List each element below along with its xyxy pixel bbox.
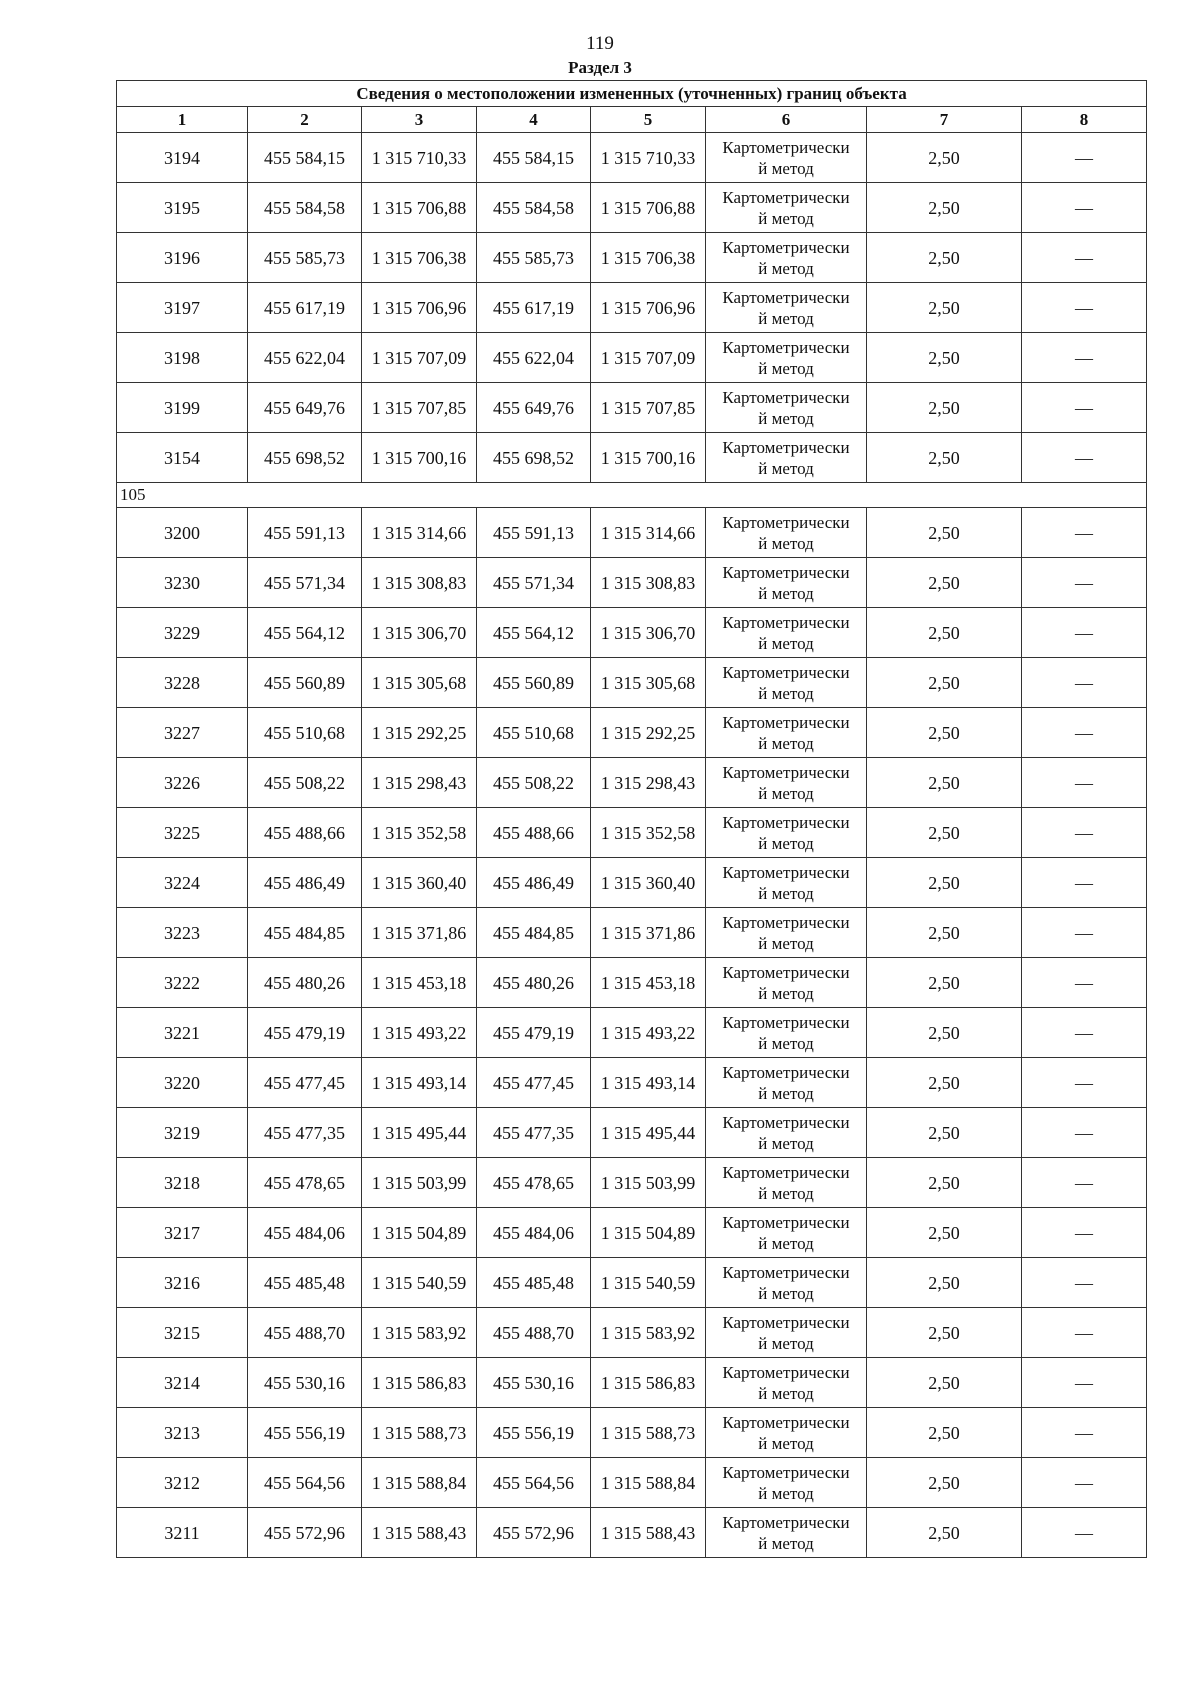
empty-cell: —	[1022, 1058, 1147, 1108]
table-caption-row	[117, 81, 1147, 107]
empty-cell: —	[1022, 958, 1147, 1008]
method-cell: Картометрически й метод	[706, 558, 867, 608]
x-existing-cell: 455 591,13	[248, 508, 362, 558]
y-new-cell: 1 315 503,99	[591, 1158, 706, 1208]
method-cell: Картометрически й метод	[706, 1358, 867, 1408]
method-cell: Картометрически й метод	[706, 1058, 867, 1108]
y-new-cell: 1 315 540,59	[591, 1258, 706, 1308]
method-cell: Картометрически й метод	[706, 1308, 867, 1358]
y-existing-cell: 1 315 308,83	[362, 558, 477, 608]
x-new-cell: 455 564,56	[477, 1458, 591, 1508]
method-cell: Картометрически й метод	[706, 508, 867, 558]
x-new-cell: 455 556,19	[477, 1408, 591, 1458]
empty-cell: —	[1022, 1258, 1147, 1308]
y-new-cell: 1 315 308,83	[591, 558, 706, 608]
y-new-cell: 1 315 706,38	[591, 233, 706, 283]
column-header-row	[117, 107, 1147, 133]
y-existing-cell: 1 315 540,59	[362, 1258, 477, 1308]
x-new-cell: 455 622,04	[477, 333, 591, 383]
empty-cell: —	[1022, 1108, 1147, 1158]
empty-cell: —	[1022, 1208, 1147, 1258]
point-number-cell: 3230	[117, 558, 248, 608]
x-new-cell: 455 478,65	[477, 1158, 591, 1208]
table-row	[117, 1508, 1147, 1558]
x-existing-cell: 455 571,34	[248, 558, 362, 608]
point-number-cell: 3196	[117, 233, 248, 283]
point-number-cell: 3218	[117, 1158, 248, 1208]
y-existing-cell: 1 315 495,44	[362, 1108, 477, 1158]
method-cell: Картометрически й метод	[706, 1458, 867, 1508]
x-new-cell: 455 486,49	[477, 858, 591, 908]
point-number-cell: 3216	[117, 1258, 248, 1308]
table-row	[117, 333, 1147, 383]
accuracy-cell: 2,50	[867, 233, 1022, 283]
x-existing-cell: 455 584,15	[248, 133, 362, 183]
empty-cell: —	[1022, 1508, 1147, 1558]
x-new-cell: 455 585,73	[477, 233, 591, 283]
accuracy-cell: 2,50	[867, 1058, 1022, 1108]
table-row	[117, 808, 1147, 858]
y-existing-cell: 1 315 306,70	[362, 608, 477, 658]
point-number-cell: 3223	[117, 908, 248, 958]
accuracy-cell: 2,50	[867, 758, 1022, 808]
method-cell: Картометрически й метод	[706, 958, 867, 1008]
method-cell: Картометрически й метод	[706, 658, 867, 708]
x-new-cell: 455 617,19	[477, 283, 591, 333]
empty-cell: —	[1022, 808, 1147, 858]
column-header: 4	[477, 107, 591, 133]
y-new-cell: 1 315 588,43	[591, 1508, 706, 1558]
group-label: 105	[117, 483, 1147, 508]
y-new-cell: 1 315 314,66	[591, 508, 706, 558]
point-number-cell: 3227	[117, 708, 248, 758]
table-row	[117, 433, 1147, 483]
y-new-cell: 1 315 360,40	[591, 858, 706, 908]
accuracy-cell: 2,50	[867, 383, 1022, 433]
method-cell: Картометрически й метод	[706, 1508, 867, 1558]
method-cell: Картометрически й метод	[706, 708, 867, 758]
y-existing-cell: 1 315 305,68	[362, 658, 477, 708]
x-existing-cell: 455 485,48	[248, 1258, 362, 1308]
point-number-cell: 3199	[117, 383, 248, 433]
empty-cell: —	[1022, 1458, 1147, 1508]
y-new-cell: 1 315 305,68	[591, 658, 706, 708]
x-existing-cell: 455 617,19	[248, 283, 362, 333]
table-row	[117, 508, 1147, 558]
page-number: 119	[586, 33, 614, 54]
empty-cell: —	[1022, 1008, 1147, 1058]
x-existing-cell: 455 649,76	[248, 383, 362, 433]
x-new-cell: 455 584,58	[477, 183, 591, 233]
x-existing-cell: 455 484,85	[248, 908, 362, 958]
table-row	[117, 183, 1147, 233]
point-number-cell: 3211	[117, 1508, 248, 1558]
y-existing-cell: 1 315 298,43	[362, 758, 477, 808]
accuracy-cell: 2,50	[867, 1408, 1022, 1458]
y-existing-cell: 1 315 706,96	[362, 283, 477, 333]
point-number-cell: 3194	[117, 133, 248, 183]
y-new-cell: 1 315 453,18	[591, 958, 706, 1008]
accuracy-cell: 2,50	[867, 558, 1022, 608]
method-cell: Картометрически й метод	[706, 608, 867, 658]
y-existing-cell: 1 315 292,25	[362, 708, 477, 758]
method-cell: Картометрически й метод	[706, 1108, 867, 1158]
table-row	[117, 1208, 1147, 1258]
accuracy-cell: 2,50	[867, 908, 1022, 958]
point-number-cell: 3226	[117, 758, 248, 808]
x-existing-cell: 455 585,73	[248, 233, 362, 283]
y-existing-cell: 1 315 706,88	[362, 183, 477, 233]
y-new-cell: 1 315 298,43	[591, 758, 706, 808]
empty-cell: —	[1022, 233, 1147, 283]
empty-cell: —	[1022, 433, 1147, 483]
table-row	[117, 1408, 1147, 1458]
x-new-cell: 455 510,68	[477, 708, 591, 758]
point-number-cell: 3215	[117, 1308, 248, 1358]
y-new-cell: 1 315 707,85	[591, 383, 706, 433]
x-existing-cell: 455 564,56	[248, 1458, 362, 1508]
accuracy-cell: 2,50	[867, 333, 1022, 383]
y-new-cell: 1 315 700,16	[591, 433, 706, 483]
y-existing-cell: 1 315 707,85	[362, 383, 477, 433]
point-number-cell: 3221	[117, 1008, 248, 1058]
accuracy-cell: 2,50	[867, 708, 1022, 758]
point-number-cell: 3197	[117, 283, 248, 333]
method-cell: Картометрически й метод	[706, 233, 867, 283]
x-existing-cell: 455 478,65	[248, 1158, 362, 1208]
y-existing-cell: 1 315 493,14	[362, 1058, 477, 1108]
y-new-cell: 1 315 504,89	[591, 1208, 706, 1258]
y-existing-cell: 1 315 588,73	[362, 1408, 477, 1458]
x-existing-cell: 455 477,35	[248, 1108, 362, 1158]
x-existing-cell: 455 698,52	[248, 433, 362, 483]
y-existing-cell: 1 315 700,16	[362, 433, 477, 483]
x-new-cell: 455 591,13	[477, 508, 591, 558]
point-number-cell: 3214	[117, 1358, 248, 1408]
y-new-cell: 1 315 493,22	[591, 1008, 706, 1058]
point-number-cell: 3154	[117, 433, 248, 483]
accuracy-cell: 2,50	[867, 858, 1022, 908]
method-cell: Картометрически й метод	[706, 383, 867, 433]
column-header: 3	[362, 107, 477, 133]
accuracy-cell: 2,50	[867, 1258, 1022, 1308]
table-row	[117, 1308, 1147, 1358]
x-new-cell: 455 477,35	[477, 1108, 591, 1158]
accuracy-cell: 2,50	[867, 958, 1022, 1008]
point-number-cell: 3195	[117, 183, 248, 233]
table-row	[117, 658, 1147, 708]
column-header: 1	[117, 107, 248, 133]
point-number-cell: 3224	[117, 858, 248, 908]
table-row	[117, 908, 1147, 958]
point-number-cell: 3200	[117, 508, 248, 558]
point-number-cell: 3229	[117, 608, 248, 658]
y-existing-cell: 1 315 706,38	[362, 233, 477, 283]
x-existing-cell: 455 480,26	[248, 958, 362, 1008]
empty-cell: —	[1022, 1158, 1147, 1208]
x-new-cell: 455 698,52	[477, 433, 591, 483]
point-number-cell: 3213	[117, 1408, 248, 1458]
x-existing-cell: 455 488,66	[248, 808, 362, 858]
y-existing-cell: 1 315 707,09	[362, 333, 477, 383]
y-existing-cell: 1 315 588,84	[362, 1458, 477, 1508]
y-existing-cell: 1 315 352,58	[362, 808, 477, 858]
y-new-cell: 1 315 306,70	[591, 608, 706, 658]
accuracy-cell: 2,50	[867, 1158, 1022, 1208]
empty-cell: —	[1022, 758, 1147, 808]
x-existing-cell: 455 510,68	[248, 708, 362, 758]
coordinates-table	[116, 80, 1147, 1558]
column-header: 7	[867, 107, 1022, 133]
empty-cell: —	[1022, 383, 1147, 433]
empty-cell: —	[1022, 1358, 1147, 1408]
accuracy-cell: 2,50	[867, 1208, 1022, 1258]
y-new-cell: 1 315 588,84	[591, 1458, 706, 1508]
empty-cell: —	[1022, 708, 1147, 758]
x-existing-cell: 455 622,04	[248, 333, 362, 383]
x-existing-cell: 455 530,16	[248, 1358, 362, 1408]
empty-cell: —	[1022, 333, 1147, 383]
x-existing-cell: 455 564,12	[248, 608, 362, 658]
y-new-cell: 1 315 371,86	[591, 908, 706, 958]
empty-cell: —	[1022, 658, 1147, 708]
empty-cell: —	[1022, 1308, 1147, 1358]
table-row	[117, 1108, 1147, 1158]
method-cell: Картометрически й метод	[706, 758, 867, 808]
method-cell: Картометрически й метод	[706, 1158, 867, 1208]
table-row	[117, 1258, 1147, 1308]
x-new-cell: 455 484,85	[477, 908, 591, 958]
empty-cell: —	[1022, 1408, 1147, 1458]
y-existing-cell: 1 315 588,43	[362, 1508, 477, 1558]
section-title: Раздел 3	[568, 58, 632, 77]
x-new-cell: 455 480,26	[477, 958, 591, 1008]
point-number-cell: 3222	[117, 958, 248, 1008]
x-existing-cell: 455 584,58	[248, 183, 362, 233]
table-row	[117, 608, 1147, 658]
y-existing-cell: 1 315 710,33	[362, 133, 477, 183]
method-cell: Картометрически й метод	[706, 133, 867, 183]
y-new-cell: 1 315 352,58	[591, 808, 706, 858]
column-header: 6	[706, 107, 867, 133]
y-new-cell: 1 315 495,44	[591, 1108, 706, 1158]
y-new-cell: 1 315 710,33	[591, 133, 706, 183]
x-existing-cell: 455 479,19	[248, 1008, 362, 1058]
point-number-cell: 3217	[117, 1208, 248, 1258]
x-new-cell: 455 488,70	[477, 1308, 591, 1358]
x-new-cell: 455 479,19	[477, 1008, 591, 1058]
empty-cell: —	[1022, 608, 1147, 658]
method-cell: Картометрически й метод	[706, 1408, 867, 1458]
point-number-cell: 3212	[117, 1458, 248, 1508]
column-header: 2	[248, 107, 362, 133]
y-existing-cell: 1 315 503,99	[362, 1158, 477, 1208]
point-number-cell: 3198	[117, 333, 248, 383]
y-new-cell: 1 315 588,73	[591, 1408, 706, 1458]
x-new-cell: 455 530,16	[477, 1358, 591, 1408]
method-cell: Картометрически й метод	[706, 1208, 867, 1258]
x-existing-cell: 455 572,96	[248, 1508, 362, 1558]
accuracy-cell: 2,50	[867, 1308, 1022, 1358]
y-new-cell: 1 315 493,14	[591, 1058, 706, 1108]
empty-cell: —	[1022, 908, 1147, 958]
y-existing-cell: 1 315 453,18	[362, 958, 477, 1008]
table-row	[117, 1358, 1147, 1408]
y-new-cell: 1 315 292,25	[591, 708, 706, 758]
method-cell: Картометрически й метод	[706, 333, 867, 383]
y-new-cell: 1 315 706,96	[591, 283, 706, 333]
x-existing-cell: 455 486,49	[248, 858, 362, 908]
point-number-cell: 3225	[117, 808, 248, 858]
x-existing-cell: 455 484,06	[248, 1208, 362, 1258]
empty-cell: —	[1022, 858, 1147, 908]
accuracy-cell: 2,50	[867, 808, 1022, 858]
table-row	[117, 1058, 1147, 1108]
y-new-cell: 1 315 706,88	[591, 183, 706, 233]
y-new-cell: 1 315 583,92	[591, 1308, 706, 1358]
accuracy-cell: 2,50	[867, 508, 1022, 558]
table-row	[117, 1008, 1147, 1058]
table-row	[117, 858, 1147, 908]
empty-cell: —	[1022, 283, 1147, 333]
y-existing-cell: 1 315 360,40	[362, 858, 477, 908]
table-row	[117, 758, 1147, 808]
x-existing-cell: 455 508,22	[248, 758, 362, 808]
x-existing-cell: 455 477,45	[248, 1058, 362, 1108]
table-row	[117, 708, 1147, 758]
method-cell: Картометрически й метод	[706, 433, 867, 483]
table-row	[117, 1158, 1147, 1208]
x-new-cell: 455 485,48	[477, 1258, 591, 1308]
accuracy-cell: 2,50	[867, 1008, 1022, 1058]
column-header: 5	[591, 107, 706, 133]
x-new-cell: 455 477,45	[477, 1058, 591, 1108]
y-existing-cell: 1 315 504,89	[362, 1208, 477, 1258]
accuracy-cell: 2,50	[867, 1508, 1022, 1558]
table-row	[117, 233, 1147, 283]
x-existing-cell: 455 560,89	[248, 658, 362, 708]
y-existing-cell: 1 315 371,86	[362, 908, 477, 958]
x-existing-cell: 455 488,70	[248, 1308, 362, 1358]
x-new-cell: 455 564,12	[477, 608, 591, 658]
empty-cell: —	[1022, 133, 1147, 183]
accuracy-cell: 2,50	[867, 283, 1022, 333]
method-cell: Картометрически й метод	[706, 183, 867, 233]
x-new-cell: 455 649,76	[477, 383, 591, 433]
point-number-cell: 3220	[117, 1058, 248, 1108]
column-header: 8	[1022, 107, 1147, 133]
y-new-cell: 1 315 707,09	[591, 333, 706, 383]
x-new-cell: 455 508,22	[477, 758, 591, 808]
table-row	[117, 283, 1147, 333]
method-cell: Картометрически й метод	[706, 908, 867, 958]
table-row	[117, 383, 1147, 433]
table-row	[117, 958, 1147, 1008]
accuracy-cell: 2,50	[867, 1458, 1022, 1508]
x-existing-cell: 455 556,19	[248, 1408, 362, 1458]
x-new-cell: 455 572,96	[477, 1508, 591, 1558]
accuracy-cell: 2,50	[867, 658, 1022, 708]
empty-cell: —	[1022, 183, 1147, 233]
y-existing-cell: 1 315 586,83	[362, 1358, 477, 1408]
x-new-cell: 455 488,66	[477, 808, 591, 858]
method-cell: Картометрически й метод	[706, 283, 867, 333]
group-row	[117, 483, 1147, 508]
x-new-cell: 455 571,34	[477, 558, 591, 608]
y-existing-cell: 1 315 493,22	[362, 1008, 477, 1058]
table-row	[117, 133, 1147, 183]
accuracy-cell: 2,50	[867, 183, 1022, 233]
x-new-cell: 455 560,89	[477, 658, 591, 708]
accuracy-cell: 2,50	[867, 608, 1022, 658]
y-existing-cell: 1 315 314,66	[362, 508, 477, 558]
empty-cell: —	[1022, 558, 1147, 608]
empty-cell: —	[1022, 508, 1147, 558]
accuracy-cell: 2,50	[867, 433, 1022, 483]
y-existing-cell: 1 315 583,92	[362, 1308, 477, 1358]
accuracy-cell: 2,50	[867, 1108, 1022, 1158]
accuracy-cell: 2,50	[867, 1358, 1022, 1408]
method-cell: Картометрически й метод	[706, 1008, 867, 1058]
accuracy-cell: 2,50	[867, 133, 1022, 183]
table-row	[117, 1458, 1147, 1508]
x-new-cell: 455 484,06	[477, 1208, 591, 1258]
method-cell: Картометрически й метод	[706, 858, 867, 908]
point-number-cell: 3228	[117, 658, 248, 708]
table-row	[117, 558, 1147, 608]
x-new-cell: 455 584,15	[477, 133, 591, 183]
method-cell: Картометрически й метод	[706, 808, 867, 858]
point-number-cell: 3219	[117, 1108, 248, 1158]
method-cell: Картометрически й метод	[706, 1258, 867, 1308]
y-new-cell: 1 315 586,83	[591, 1358, 706, 1408]
table-caption: Сведения о местоположении измененных (уточненных) границ объекта	[117, 81, 1147, 107]
table-body	[117, 81, 1147, 1558]
